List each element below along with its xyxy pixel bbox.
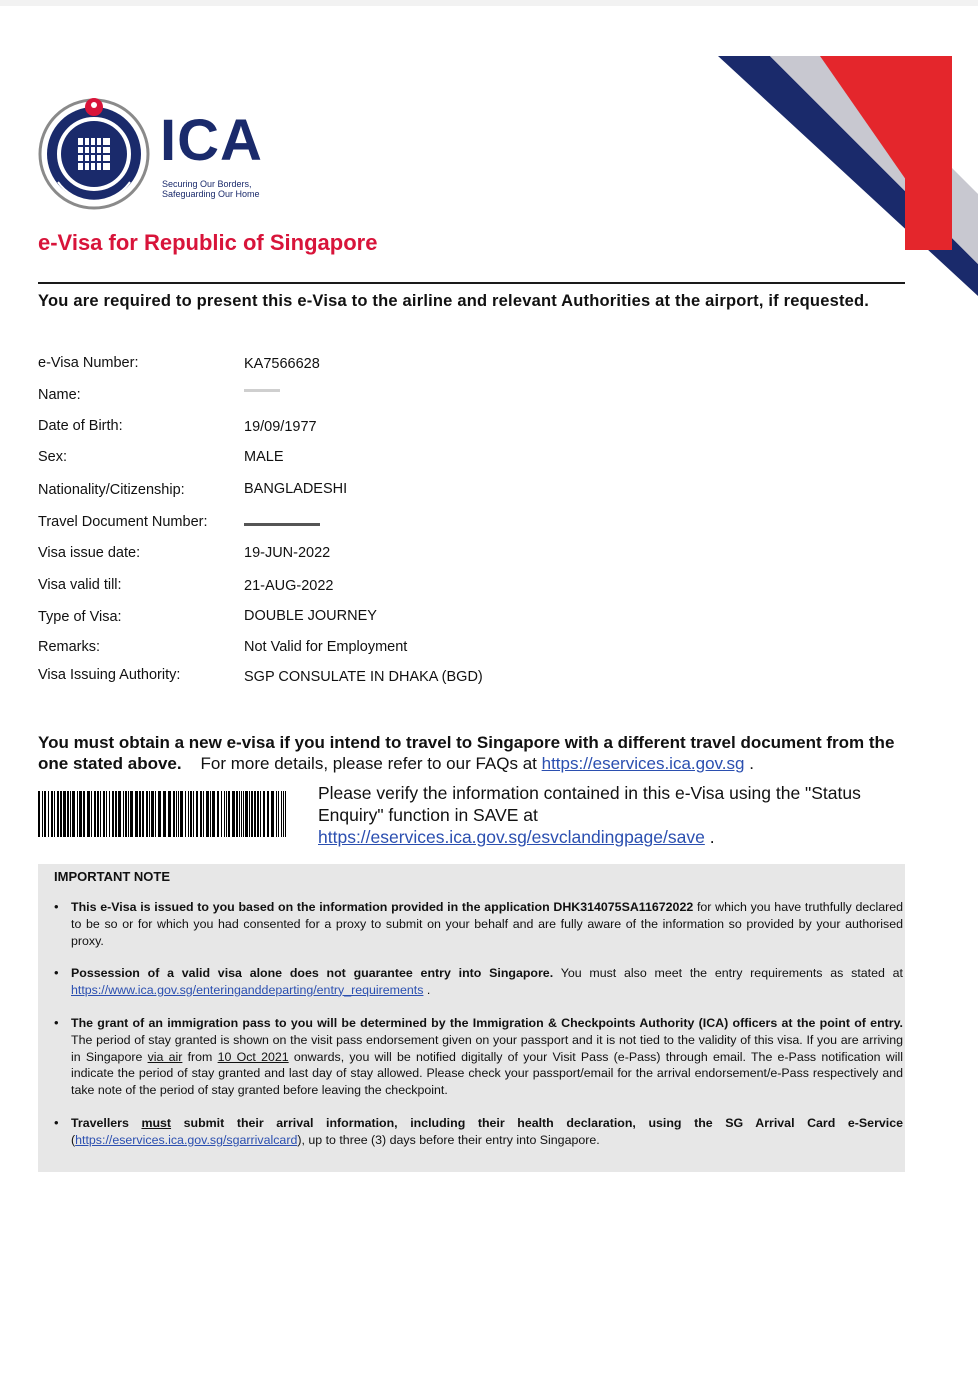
barcode-bar bbox=[217, 791, 219, 837]
note3-part3: onwards, you will be notified digitally of your Visit Pass (e-Pass) through email. The e-Pass notification will indicate the period of stay granted and last day of stay allowed. Please check your passport/email for the arrival endorsement/e-Pass respectively and take note of the period of stay granted before leaving the checkpoint. bbox=[71, 1049, 903, 1098]
field-label-travel-doc: Travel Document Number: bbox=[38, 514, 208, 530]
faq-period: . bbox=[749, 754, 754, 773]
barcode-bar bbox=[243, 791, 244, 837]
field-label-issue-date: Visa issue date: bbox=[38, 545, 141, 561]
barcode-bar bbox=[79, 791, 82, 837]
barcode-bar bbox=[38, 791, 40, 837]
barcode-bar bbox=[276, 791, 277, 837]
barcode-bar bbox=[196, 791, 198, 837]
barcode-bar bbox=[267, 791, 269, 837]
barcode-bar bbox=[176, 791, 177, 837]
barcode-bar bbox=[42, 791, 43, 837]
barcode-bar bbox=[224, 791, 225, 837]
field-label-name: Name: bbox=[38, 387, 81, 403]
barcode-bar bbox=[100, 791, 101, 837]
barcode-bar bbox=[163, 791, 166, 837]
note2-rest: You must also meet the entry requirements as stated at bbox=[553, 966, 903, 980]
barcode-bar bbox=[48, 791, 49, 837]
barcode-bar bbox=[226, 791, 227, 837]
ica-logo-text: ICA bbox=[160, 108, 263, 173]
barcode-bar bbox=[257, 791, 259, 837]
barcode-bar bbox=[44, 791, 46, 837]
barcode-bar bbox=[245, 791, 248, 837]
barcode-bar bbox=[87, 791, 90, 837]
note1-rest: for which you have truthfully declared to be so or for which you had consented for a proxy to submit on your behalf and are fully aware of the information so provided by your authorised proxy. bbox=[71, 900, 903, 948]
note3-bold: The grant of an immigration pass to you will be determined by the Immigration & Checkpoints Authority (ICA) officers at the point of entry. bbox=[71, 1016, 903, 1030]
barcode-bar bbox=[139, 791, 141, 837]
note-item-entry bbox=[71, 965, 903, 999]
visa-document bbox=[0, 6, 978, 1381]
note3-date: 10 Oct 2021 bbox=[217, 1049, 289, 1064]
barcode-bar bbox=[54, 791, 55, 837]
barcode-bar bbox=[57, 791, 59, 837]
field-value-remarks: Not Valid for Employment bbox=[244, 639, 408, 655]
field-label-issuing-authority: Visa Issuing Authority: bbox=[38, 667, 181, 683]
note-item-immigration-pass bbox=[71, 1015, 903, 1099]
important-note-title: IMPORTANT NOTE bbox=[54, 869, 171, 884]
barcode-bar bbox=[173, 791, 175, 837]
new-visa-warning bbox=[38, 732, 908, 774]
barcode-bar bbox=[212, 791, 215, 837]
barcode-bar bbox=[91, 791, 92, 837]
barcode-bar bbox=[115, 791, 117, 837]
barcode-bar bbox=[206, 791, 209, 837]
field-value-issuing-authority: SGP CONSULATE IN DHAKA (BGD) bbox=[244, 669, 483, 685]
corner-stripe-decoration bbox=[700, 46, 978, 306]
note3-part2: from bbox=[182, 1049, 218, 1064]
field-label-valid-till: Visa valid till: bbox=[38, 577, 122, 593]
verify-instructions bbox=[318, 782, 908, 848]
barcode-bar bbox=[168, 791, 171, 837]
field-value-visa-type: DOUBLE JOURNEY bbox=[244, 608, 377, 624]
barcode-bar bbox=[130, 791, 133, 837]
field-label-evisa-number: e-Visa Number: bbox=[38, 355, 139, 371]
barcode-bar bbox=[142, 791, 144, 837]
faq-link[interactable]: https://eservices.ica.gov.sg bbox=[541, 754, 745, 773]
title-divider bbox=[38, 282, 905, 284]
barcode-bar bbox=[97, 791, 99, 837]
barcode-bar bbox=[112, 791, 114, 837]
field-value-valid-till: 21-AUG-2022 bbox=[244, 578, 334, 594]
note4-open: ( bbox=[71, 1132, 76, 1147]
redacted-travel-doc bbox=[244, 523, 320, 526]
note4-must: must bbox=[141, 1116, 172, 1130]
barcode-bar bbox=[260, 791, 261, 837]
barcode-bar bbox=[228, 791, 230, 837]
barcode-bar bbox=[193, 791, 194, 837]
barcode-bar bbox=[146, 791, 148, 837]
barcode-bar bbox=[188, 791, 189, 837]
verify-period: . bbox=[709, 827, 715, 847]
barcode-bar bbox=[281, 791, 282, 837]
note2-bold: Possession of a valid visa alone does not guarantee entry into Singapore. bbox=[71, 966, 554, 980]
barcode-bar bbox=[263, 791, 265, 837]
field-label-dob: Date of Birth: bbox=[38, 418, 123, 434]
barcode-bar bbox=[232, 791, 235, 837]
field-value-dob: 19/09/1977 bbox=[244, 419, 317, 435]
barcode-bar bbox=[200, 791, 202, 837]
barcode-bar bbox=[77, 791, 78, 837]
barcode-bar bbox=[190, 791, 192, 837]
barcode-bar bbox=[123, 791, 124, 837]
barcode-bar bbox=[72, 791, 75, 837]
present-notice: You are required to present this e-Visa to the airline and relevant Authorities at the airport, if requested. bbox=[38, 292, 870, 310]
ica-tagline-line2: Safeguarding Our Home bbox=[162, 189, 260, 199]
barcode-bar bbox=[283, 791, 284, 837]
note4-rest: ), up to three (3) days before their entry into Singapore. bbox=[297, 1132, 600, 1147]
note1-bold: This e-Visa is issued to you based on the information provided in the application DHK314075SA11672022 bbox=[71, 900, 694, 914]
barcode-bar bbox=[103, 791, 105, 837]
arrival-card-link[interactable]: https://eservices.ica.gov.sg/sgarrivalcard bbox=[75, 1132, 298, 1147]
important-note-box bbox=[38, 864, 905, 1172]
barcode-bar bbox=[278, 791, 279, 837]
barcode-bar bbox=[106, 791, 107, 837]
note4-bold2: submit their arrival information, including their health declaration, using the SG Arrival Card e-Service bbox=[171, 1116, 904, 1130]
barcode-bar bbox=[203, 791, 204, 837]
barcode-bar bbox=[236, 791, 238, 837]
barcode-bar bbox=[185, 791, 186, 837]
field-value-issue-date: 19-JUN-2022 bbox=[244, 545, 331, 561]
barcode-bar bbox=[241, 791, 242, 837]
field-label-sex: Sex: bbox=[38, 449, 68, 465]
barcode-bar bbox=[51, 791, 53, 837]
note4-bold1: Travellers bbox=[71, 1116, 142, 1130]
barcode-bar bbox=[67, 791, 69, 837]
document-title: e-Visa for Republic of Singapore bbox=[38, 230, 378, 255]
barcode-bar bbox=[178, 791, 179, 837]
note3-via-air: via air bbox=[147, 1049, 183, 1064]
barcode-bar bbox=[63, 791, 66, 837]
visa-barcode bbox=[38, 791, 288, 837]
barcode-bar bbox=[210, 791, 211, 837]
barcode-bar bbox=[271, 791, 274, 837]
barcode-bar bbox=[151, 791, 154, 837]
barcode-bar bbox=[239, 791, 240, 837]
barcode-bar bbox=[221, 791, 222, 837]
barcode-bar bbox=[158, 791, 161, 837]
verify-text: Please verify the information contained in this e-Visa using the "Status Enquiry" function in SAVE at bbox=[318, 783, 861, 825]
barcode-bar bbox=[70, 791, 71, 837]
redacted-name bbox=[244, 389, 280, 392]
entry-requirements-link[interactable]: https://www.ica.gov.sg/enteringanddeparting/entry_requirements bbox=[71, 982, 424, 997]
barcode-bar bbox=[180, 791, 183, 837]
barcode-bar bbox=[249, 791, 250, 837]
save-enquiry-link[interactable]: https://eservices.ica.gov.sg/esvclandingpage/save bbox=[318, 827, 705, 847]
field-value-nationality: BANGLADESHI bbox=[244, 481, 348, 497]
field-label-remarks: Remarks: bbox=[38, 639, 101, 655]
barcode-bar bbox=[149, 791, 150, 837]
note2-end: . bbox=[423, 982, 431, 997]
note3-part1: The period of stay granted is shown on the visit pass endorsement given on your passport and it is not tied to the validity of this visa. If you are arriving in Singapore bbox=[71, 1032, 903, 1064]
barcode-bar bbox=[251, 791, 253, 837]
field-value-evisa-number: KA7566628 bbox=[244, 356, 320, 372]
barcode-bar bbox=[118, 791, 121, 837]
faq-text: For more details, please refer to our FAQs at bbox=[200, 754, 537, 773]
ica-tagline-line1: Securing Our Borders, bbox=[162, 179, 252, 189]
barcode-bar bbox=[128, 791, 129, 837]
field-value-sex: MALE bbox=[244, 449, 284, 465]
barcode-bar bbox=[83, 791, 85, 837]
new-visa-warning-bold: You must obtain a new e-visa if you intend to travel to Singapore with a different travel document from the one stated above. bbox=[38, 733, 895, 773]
field-label-nationality: Nationality/Citizenship: bbox=[38, 482, 185, 498]
barcode-bar bbox=[125, 791, 127, 837]
note-item-arrival-card bbox=[71, 1115, 903, 1149]
barcode-bar bbox=[109, 791, 110, 837]
barcode-bar bbox=[60, 791, 62, 837]
field-label-visa-type: Type of Visa: bbox=[38, 609, 122, 625]
barcode-bar bbox=[285, 791, 286, 837]
barcode-bar bbox=[254, 791, 256, 837]
barcode-bar bbox=[155, 791, 156, 837]
barcode-bar bbox=[94, 791, 96, 837]
barcode-bar bbox=[135, 791, 138, 837]
note-item-application bbox=[71, 899, 903, 949]
